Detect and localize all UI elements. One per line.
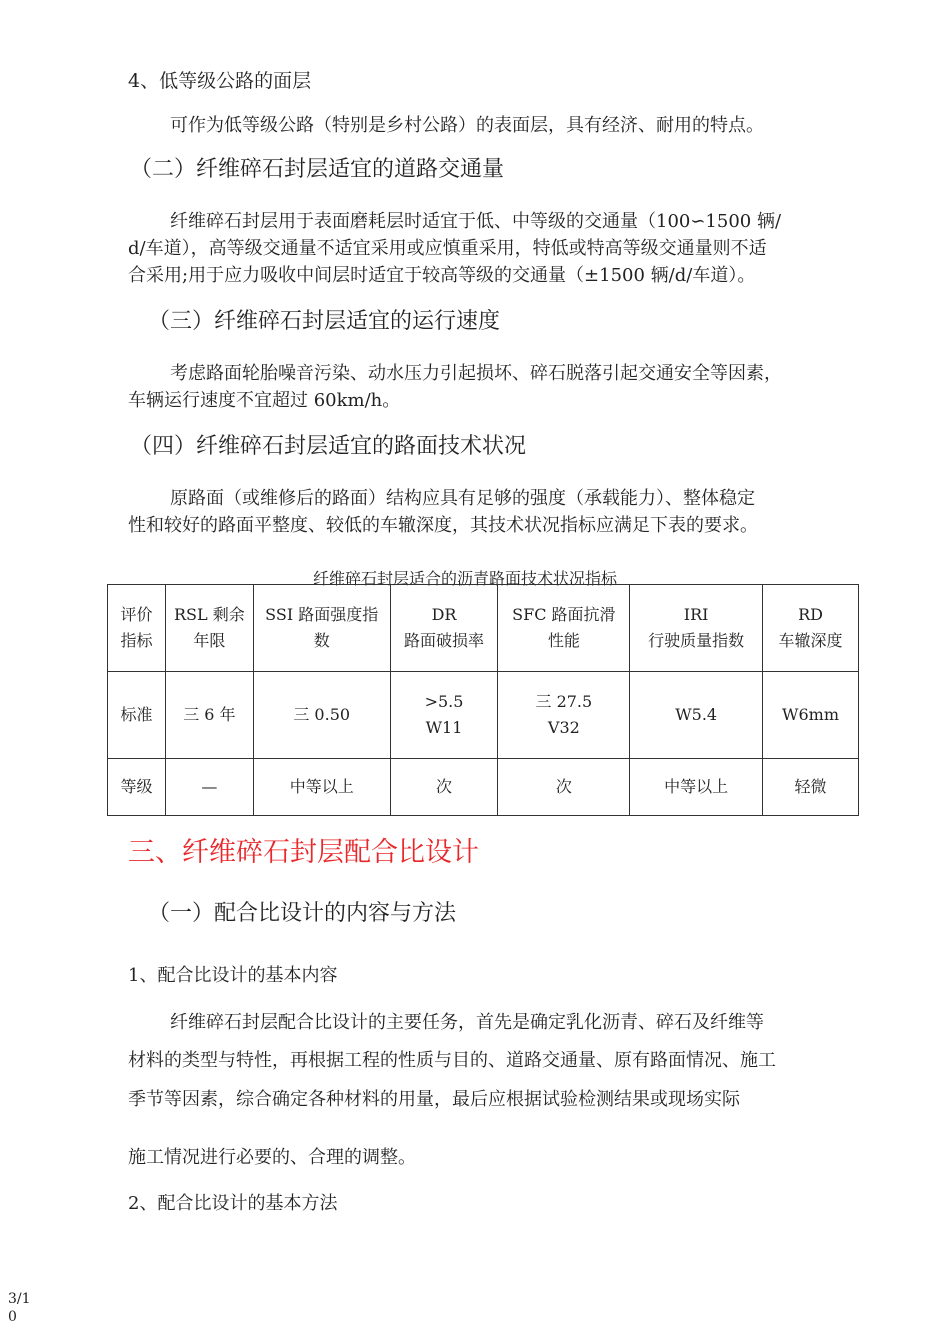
section-2-line-2: d/车道），高等级交通量不适宜采用或应慎重采用，特低或特高等级交通量则不适 <box>128 238 767 259</box>
part-3-line-1: 纤维碎石封层配合比设计的主要任务，首先是确定乳化沥青、碎石及纤维等 <box>170 1012 764 1033</box>
table-header-row <box>108 585 859 672</box>
table-cell: 次 <box>498 759 630 816</box>
table-row-grade <box>108 759 859 816</box>
part-3-line-2: 材料的类型与特性，再根据工程的性质与目的、道路交通量、原有路面情况、施工 <box>128 1050 776 1071</box>
part-3-title: 三、纤维碎石封层配合比设计 <box>128 837 479 868</box>
table-cell: 三 27.5 V32 <box>498 672 630 759</box>
header-cell: RD 车辙深度 <box>763 585 859 672</box>
table-cell: 中等以上 <box>630 759 763 816</box>
pavement-spec-table <box>107 584 859 816</box>
table-cell: 等级 <box>108 759 166 816</box>
section-4b-heading: （四）纤维碎石封层适宜的路面技术状况 <box>130 434 527 459</box>
page-number: 3/1 0 <box>8 1291 31 1325</box>
header-cell: DR 路面破损率 <box>390 585 498 672</box>
header-cell: SFC 路面抗滑 性能 <box>498 585 630 672</box>
part-3-line-4: 施工情况进行必要的、合理的调整。 <box>128 1147 416 1168</box>
table-cell: 次 <box>390 759 498 816</box>
section-4-text: 可作为低等级公路（特别是乡村公路）的表面层，具有经济、耐用的特点。 <box>170 115 764 136</box>
table-cell: 标准 <box>108 672 166 759</box>
section-4b-line-2: 性和较好的路面平整度、较低的车辙深度，其技术状况指标应满足下表的要求。 <box>128 515 758 536</box>
section-3-heading: （三）纤维碎石封层适宜的运行速度 <box>148 309 501 334</box>
table-caption: 纤维碎石封层适合的沥青路面技术状况指标 <box>313 569 618 588</box>
header-cell: RSL 剩余 年限 <box>165 585 253 672</box>
header-cell: 评价 指标 <box>108 585 166 672</box>
section-4b-line-1: 原路面（或维修后的路面）结构应具有足够的强度（承载能力）、整体稳定 <box>170 488 755 509</box>
table-cell: W6mm <box>763 672 859 759</box>
table-cell: 三 0.50 <box>253 672 390 759</box>
section-3-line-1: 考虑路面轮胎噪音污染、动水压力引起损坏、碎石脱落引起交通安全等因素， <box>170 363 782 384</box>
section-3-line-2: 车辆运行速度不宜超过 60km/h。 <box>128 390 401 411</box>
part-3-item-2: 2、配合比设计的基本方法 <box>128 1193 338 1214</box>
section-4-heading: 4、低等级公路的面层 <box>128 70 312 92</box>
table-cell: W5.4 <box>630 672 763 759</box>
header-cell: IRI 行驶质量指数 <box>630 585 763 672</box>
table-cell: 轻微 <box>763 759 859 816</box>
table-cell: — <box>165 759 253 816</box>
part-3-sub-heading: （一）配合比设计的内容与方法 <box>148 901 457 926</box>
table-cell: 三 6 年 <box>165 672 253 759</box>
table-cell: >5.5 W11 <box>390 672 498 759</box>
section-2-line-3: 合采用;用于应力吸收中间层时适宜于较高等级的交通量（±1500 辆/d/车道）。 <box>128 265 756 286</box>
section-2-heading: （二）纤维碎石封层适宜的道路交通量 <box>130 157 505 182</box>
header-cell: SSI 路面强度指 数 <box>253 585 390 672</box>
table-cell: 中等以上 <box>253 759 390 816</box>
part-3-line-3: 季节等因素，综合确定各种材料的用量，最后应根据试验检测结果或现场实际 <box>128 1089 740 1110</box>
part-3-item-1: 1、配合比设计的基本内容 <box>128 965 338 986</box>
section-2-line-1: 纤维碎石封层用于表面磨耗层时适宜于低、中等级的交通量（100∽1500 辆/ <box>170 211 782 232</box>
table-row-standard <box>108 672 859 759</box>
